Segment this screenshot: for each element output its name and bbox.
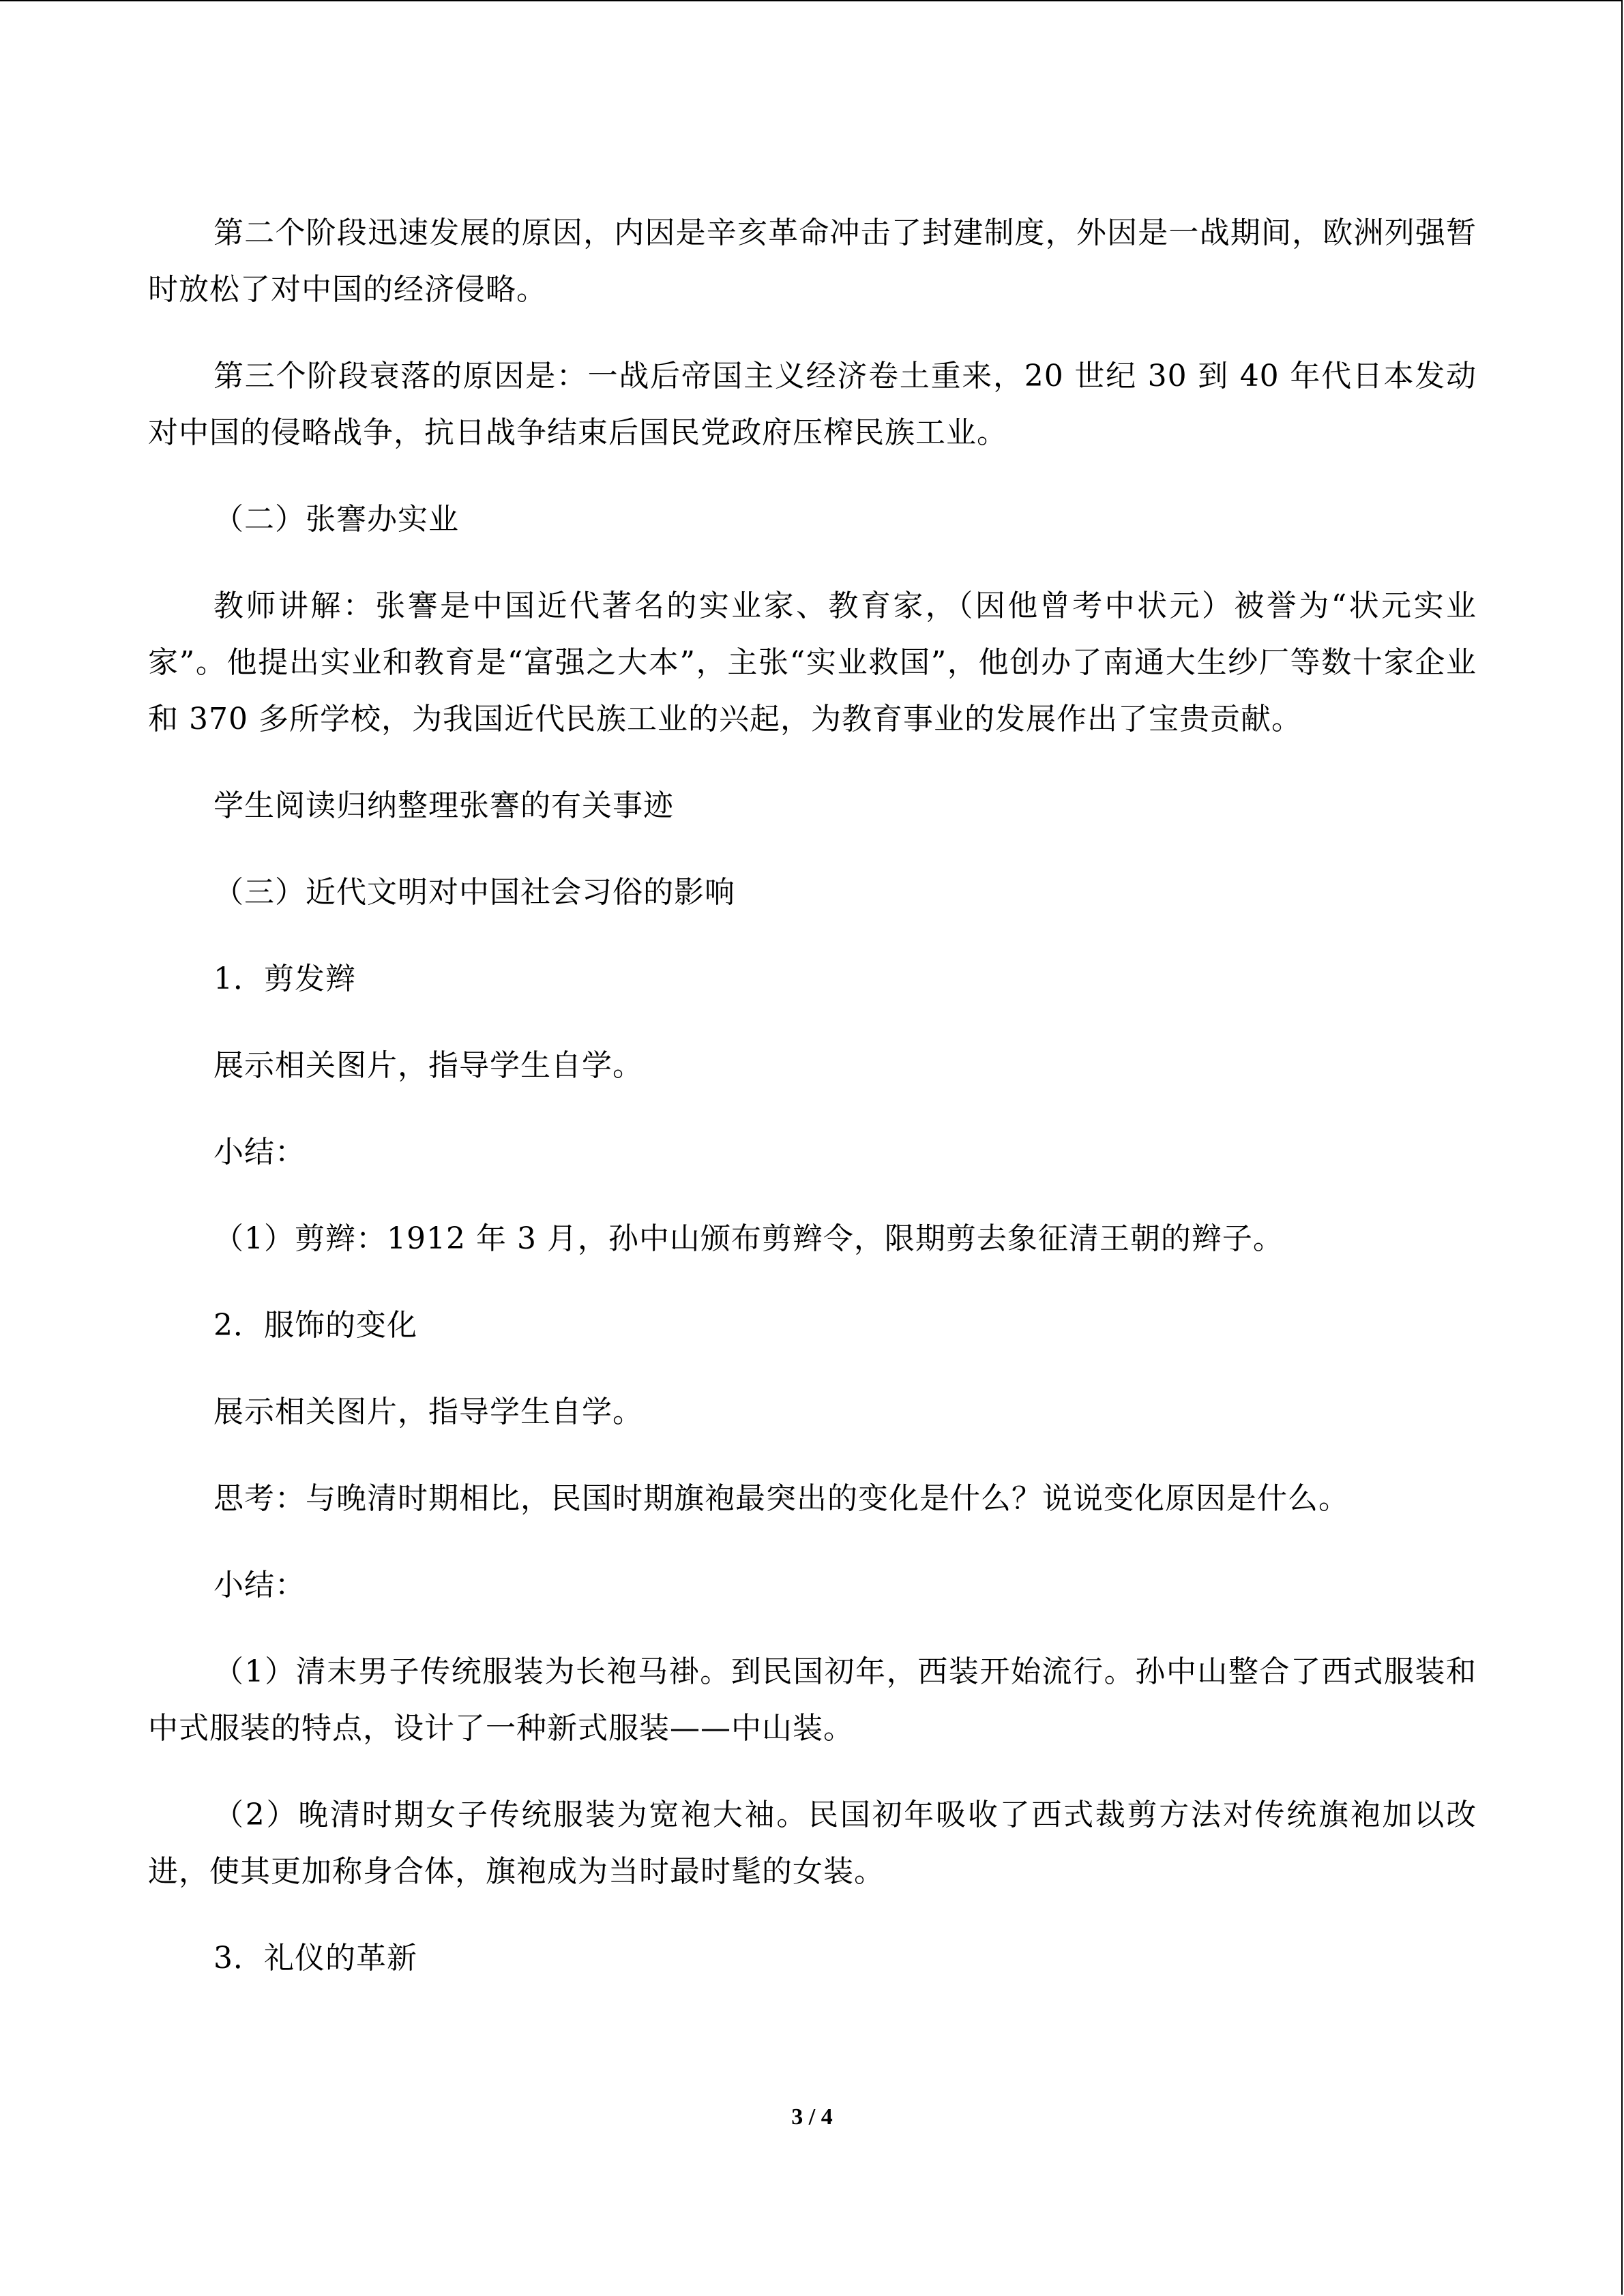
document-body xyxy=(148,205,1477,2016)
paragraph-womens-clothing: （2）晚清时期女子传统服装为宽袍大袖。民国初年吸收了西式裁剪方法对传统旗袍加以改进，使其更加称身合体，旗袍成为当时最时髦的女装。 xyxy=(148,1798,1477,1889)
paragraph-reason-stage-three: 第三个阶段衰落的原因是：一战后帝国主义经济卷土重来，20 世纪 30 到 40 年代日本发动对中国的侵略战争，抗日战争结束后国民党政府压榨民族工业。 xyxy=(148,359,1477,450)
subheading-etiquette-reform: 3．礼仪的革新 xyxy=(213,1941,417,1976)
paragraph-teacher-explanation: 教师讲解：张謇是中国近代著名的实业家、教育家，（因他曾考中状元）被誉为“状元实业家”。他提出实业和教育是“富强之大本”，主张“实业救国”，他创办了南通大生纱厂等数十家企业和 370 多所学校，为我国近代民族工业的兴起，为教育事业的发展作出了宝贵贡献。 xyxy=(148,588,1477,736)
paragraph-student-reading: 学生阅读归纳整理张謇的有关事迹 xyxy=(213,788,674,823)
paragraph-show-pictures-2: 展示相关图片，指导学生自学。 xyxy=(213,1395,643,1429)
paragraph-cut-braid-order: （1）剪辫：1912 年 3 月，孙中山颁布剪辫令，限期剪去象征清王朝的辫子。 xyxy=(213,1221,1284,1256)
label-summary-2: 小结： xyxy=(213,1568,306,1602)
paragraph-think-question: 思考：与晚清时期相比，民国时期旗袍最突出的变化是什么？说说变化原因是什么。 xyxy=(213,1481,1349,1516)
paragraph-reason-stage-two: 第二个阶段迅速发展的原因，内因是辛亥革命冲击了封建制度，外因是一战期间，欧洲列强暂时放松了对中国的经济侵略。 xyxy=(148,215,1477,307)
page-number: 3 / 4 xyxy=(791,2104,833,2130)
paragraph-mens-clothing: （1）清末男子传统服装为长袍马褂。到民国初年，西装开始流行。孙中山整合了西式服装和中式服装的特点，设计了一种新式服装——中山装。 xyxy=(148,1654,1477,1746)
section-heading-zhang-jian: （二）张謇办实业 xyxy=(213,502,459,537)
section-heading-social-customs: （三）近代文明对中国社会习俗的影响 xyxy=(213,875,735,910)
label-summary-1: 小结： xyxy=(213,1135,306,1169)
paragraph-show-pictures-1: 展示相关图片，指导学生自学。 xyxy=(213,1048,643,1083)
subheading-clothing-change: 2．服饰的变化 xyxy=(213,1308,417,1343)
subheading-cut-braids: 1．剪发辫 xyxy=(213,961,356,996)
